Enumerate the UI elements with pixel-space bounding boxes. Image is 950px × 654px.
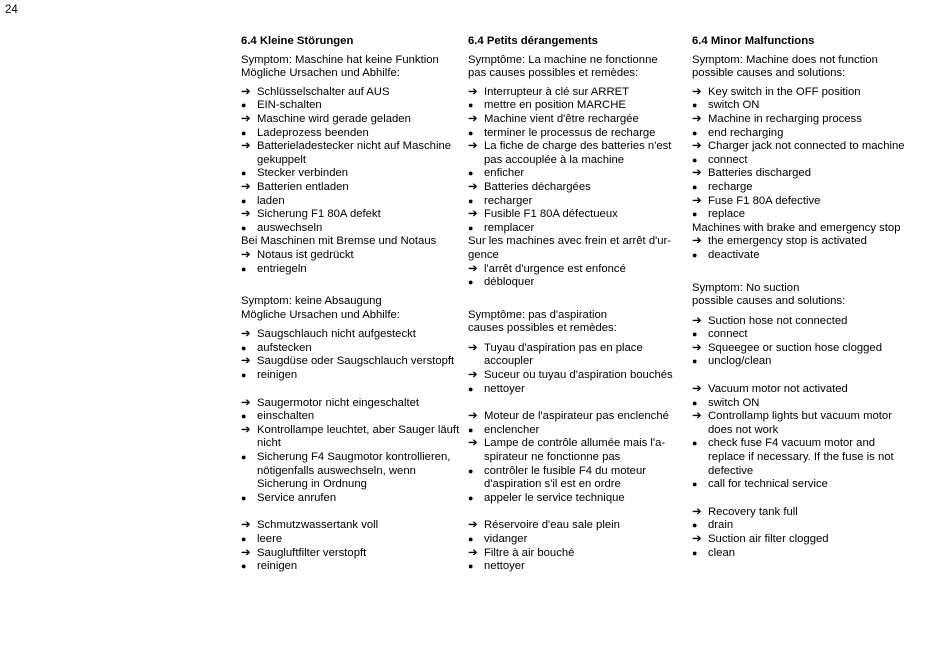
item-text: Sicherung F4 Saugmotor kontrollieren, nötigenfalls auswechseln, wenn Sicherung in Ordnung <box>257 451 451 491</box>
remedy-item <box>692 519 912 533</box>
item-text: connect <box>708 153 748 166</box>
arrow-icon: ➔ <box>241 208 251 221</box>
remedy-item <box>241 222 461 236</box>
item-text: Suction hose not connected <box>708 314 848 327</box>
arrow-icon: ➔ <box>468 519 478 532</box>
cause-item <box>692 195 912 209</box>
cause-item <box>692 167 912 181</box>
arrow-icon: ➔ <box>241 423 251 436</box>
cause-item <box>241 140 461 167</box>
symptom-line: Symptôme: La machine ne fonctionne <box>468 53 658 66</box>
bullet-icon: ● <box>241 195 247 206</box>
symptom-line: Symptôme: pas d'aspiration <box>468 308 608 321</box>
arrow-icon: ➔ <box>241 140 251 153</box>
item-text: Suceur ou tuyau d'aspiration bouchés <box>484 369 673 382</box>
item-text: Batteries discharged <box>708 167 811 180</box>
cause-item <box>468 181 686 195</box>
arrow-icon: ➔ <box>692 314 702 327</box>
bullet-icon: ● <box>468 424 474 435</box>
bullet-icon: ● <box>692 547 698 558</box>
bullet-icon: ● <box>468 222 474 233</box>
column-english <box>692 35 912 560</box>
cause-item <box>692 410 912 437</box>
item-text: leere <box>257 533 283 545</box>
item-text: reinigen <box>257 560 298 573</box>
item-text: Suction air filter clogged <box>708 533 829 545</box>
item-text: clean <box>708 546 736 559</box>
item-text: replace <box>708 208 746 221</box>
arrow-icon: ➔ <box>468 369 478 382</box>
symptom-line: Mögliche Ursachen und Abhilfe: <box>241 67 400 80</box>
item-text: Schlüsselschalter auf AUS <box>257 85 390 98</box>
bullet-icon: ● <box>692 100 698 111</box>
remedy-item <box>468 383 686 397</box>
cause-item <box>241 547 461 561</box>
cause-item <box>468 342 686 369</box>
arrow-icon: ➔ <box>241 248 251 261</box>
arrow-icon: ➔ <box>241 328 251 341</box>
cause-item <box>468 547 686 561</box>
item-text: laden <box>257 194 285 207</box>
item-text: Batteries déchargées <box>484 180 591 193</box>
item-text: reinigen <box>257 369 298 382</box>
bullet-icon: ● <box>692 520 698 531</box>
note-line <box>692 222 912 236</box>
remedy-item <box>241 560 461 574</box>
item-text: nettoyer <box>484 382 525 395</box>
item-text: switch ON <box>708 396 760 409</box>
bullet-icon: ● <box>241 411 247 422</box>
section-heading: 6.4 Kleine Störungen <box>241 35 354 47</box>
item-text: deactivate <box>708 248 760 261</box>
item-text: Batterieladestecker nicht auf Maschine gekuppelt <box>257 140 452 166</box>
item-text: Tuyau d'aspiration pas en place accoupler <box>484 341 643 368</box>
cause-item <box>692 383 912 397</box>
cause-item <box>468 410 686 424</box>
item-text: vidanger <box>484 533 528 545</box>
arrow-icon: ➔ <box>468 112 478 125</box>
bullet-icon: ● <box>468 383 474 394</box>
arrow-icon: ➔ <box>241 112 251 125</box>
arrow-icon: ➔ <box>241 180 251 193</box>
symptom-line: Symptom: keine Absaugung <box>241 295 382 308</box>
item-text: aufstecken <box>257 341 312 354</box>
arrow-icon: ➔ <box>241 519 251 532</box>
remedy-item <box>692 127 912 141</box>
remedy-item <box>692 249 912 263</box>
cause-item <box>468 113 686 127</box>
item-text: connect <box>708 328 748 341</box>
cause-item <box>692 235 912 249</box>
item-text: Fusible F1 80A défectueux <box>484 208 618 221</box>
item-text: Recovery tank full <box>708 505 798 518</box>
cause-item <box>468 369 686 383</box>
item-text: Batterien entladen <box>257 180 349 193</box>
item-text: Service anrufen <box>257 491 337 504</box>
item-text: Ladeprozess beenden <box>257 126 369 139</box>
item-text: l'arrêt d'urgence est enfoncé <box>484 262 626 275</box>
item-text: débloquer <box>484 276 535 289</box>
remedy-item <box>692 547 912 561</box>
cause-item <box>468 86 686 100</box>
remedy-item <box>692 397 912 411</box>
item-text: Saugermotor nicht eingeschaltet <box>257 396 420 409</box>
item-text: Fuse F1 80A defective <box>708 194 821 207</box>
item-text: Saugschlauch nicht aufgesteckt <box>257 328 416 341</box>
arrow-icon: ➔ <box>468 140 478 153</box>
remedy-item <box>468 167 686 181</box>
cause-item <box>468 208 686 222</box>
bullet-icon: ● <box>468 492 474 503</box>
arrow-icon: ➔ <box>468 437 478 450</box>
item-text: Lampe de contrôle allumée mais l'a-spirateur ne fonctionne pas <box>484 437 666 464</box>
item-text: Notaus ist gedrückt <box>257 248 354 261</box>
item-text: drain <box>708 519 734 532</box>
item-text: Charger jack not connected to machine <box>708 140 905 153</box>
remedy-item <box>241 99 461 113</box>
note-line <box>468 235 686 262</box>
item-text: call for technical service <box>708 478 828 491</box>
cause-item <box>692 113 912 127</box>
bullet-icon: ● <box>692 154 698 165</box>
item-text: check fuse F4 vacuum motor and replace if necessary. If the fuse is not defective <box>708 437 894 477</box>
arrow-icon: ➔ <box>241 546 251 559</box>
remedy-item <box>241 127 461 141</box>
bullet-icon: ● <box>692 438 698 449</box>
arrow-icon: ➔ <box>468 341 478 354</box>
remedy-item <box>692 355 912 369</box>
item-text: Sicherung F1 80A defekt <box>257 208 381 221</box>
arrow-icon: ➔ <box>692 533 702 545</box>
bullet-icon: ● <box>692 209 698 220</box>
bullet-icon: ● <box>241 492 247 503</box>
item-text: appeler le service technique <box>484 491 625 504</box>
bullet-icon: ● <box>241 370 247 381</box>
bullet-icon: ● <box>692 397 698 408</box>
item-text: Filtre à air bouché <box>484 546 575 559</box>
bullet-icon: ● <box>468 561 474 572</box>
symptom-line: possible causes and solutions: <box>692 295 846 308</box>
remedy-item <box>692 154 912 168</box>
bullet-icon: ● <box>468 100 474 111</box>
item-text: recharger <box>484 194 533 207</box>
symptom-line: Symptom: No suction <box>692 281 800 294</box>
item-text: the emergency stop is activated <box>708 235 867 248</box>
bullet-icon: ● <box>241 561 247 572</box>
cause-item <box>692 86 912 100</box>
item-text: Key switch in the OFF position <box>708 85 861 98</box>
cause-item <box>692 140 912 154</box>
item-text: unclog/clean <box>708 355 772 368</box>
item-text: Maschine wird gerade geladen <box>257 112 411 125</box>
cause-item <box>468 437 686 464</box>
remedy-item <box>468 127 686 141</box>
note-line <box>241 235 461 249</box>
arrow-icon: ➔ <box>241 355 251 368</box>
remedy-item <box>692 181 912 195</box>
arrow-icon: ➔ <box>692 410 702 423</box>
cause-item <box>241 397 461 411</box>
item-text: Schmutzwassertank voll <box>257 519 379 532</box>
bullet-icon: ● <box>468 465 474 476</box>
item-text: remplacer <box>484 221 535 234</box>
cause-item <box>241 249 461 263</box>
symptom-line: pas causes possibles et remèdes: <box>468 67 639 80</box>
bullet-icon: ● <box>241 263 247 274</box>
cause-item <box>692 506 912 520</box>
arrow-icon: ➔ <box>692 505 702 518</box>
cause-item <box>468 263 686 277</box>
remedy-item <box>468 465 686 492</box>
remedy-item <box>241 533 461 547</box>
remedy-item <box>692 478 912 492</box>
item-text: terminer le processus de recharge <box>484 126 656 139</box>
bullet-icon: ● <box>468 277 474 288</box>
bullet-icon: ● <box>241 452 247 463</box>
cause-item <box>692 533 912 547</box>
arrow-icon: ➔ <box>692 383 702 396</box>
item-text: Vacuum motor not activated <box>708 383 848 396</box>
bullet-icon: ● <box>692 249 698 260</box>
remedy-item <box>468 99 686 113</box>
section-heading: 6.4 Minor Malfunctions <box>692 35 815 47</box>
remedy-item <box>468 560 686 574</box>
arrow-icon: ➔ <box>241 85 251 98</box>
remedy-item <box>692 328 912 342</box>
remedy-item <box>241 342 461 356</box>
cause-item <box>241 86 461 100</box>
symptom-line: Symptom: Machine does not function <box>692 53 878 66</box>
remedy-item <box>468 492 686 506</box>
item-text: Saugdüse oder Saugschlauch verstopft <box>257 355 455 368</box>
cause-item <box>241 519 461 533</box>
bullet-icon: ● <box>692 329 698 340</box>
cause-item <box>241 355 461 369</box>
item-text: Kontrollampe leuchtet, aber Sauger läuft nicht <box>257 423 460 450</box>
item-text: Machine in recharging process <box>708 112 862 125</box>
item-text: Controllamp lights but vacuum motor does not work <box>708 410 892 436</box>
item-text: La fiche de charge des batteries n'est pas accouplée à la machine <box>484 140 672 166</box>
cause-item <box>241 181 461 195</box>
item-text: Machines with brake and emergency stop <box>692 221 901 234</box>
item-text: EIN-schalten <box>257 99 322 112</box>
cause-item <box>241 328 461 342</box>
bullet-icon: ● <box>241 127 247 138</box>
cause-item <box>692 342 912 356</box>
bullet-icon: ● <box>692 356 698 367</box>
column-german <box>241 35 461 574</box>
cause-item <box>468 519 686 533</box>
bullet-icon: ● <box>241 100 247 111</box>
bullet-icon: ● <box>692 479 698 490</box>
bullet-icon: ● <box>468 168 474 179</box>
remedy-item <box>692 99 912 113</box>
remedy-item <box>241 167 461 181</box>
symptom-line: possible causes and solutions: <box>692 67 846 80</box>
item-text: recharge <box>708 180 753 193</box>
symptom-line: Mögliche Ursachen und Abhilfe: <box>241 308 400 321</box>
symptom-line: Symptom: Maschine hat keine Funktion <box>241 53 439 66</box>
symptom-line: causes possibles et remèdes: <box>468 322 617 335</box>
remedy-item <box>241 263 461 277</box>
arrow-icon: ➔ <box>468 546 478 559</box>
item-text: enclencher <box>484 423 540 436</box>
remedy-item <box>692 208 912 222</box>
item-text: enficher <box>484 167 525 180</box>
arrow-icon: ➔ <box>692 341 702 354</box>
arrow-icon: ➔ <box>692 235 702 248</box>
item-text: Sur les machines avec frein et arrêt d'ur-gence <box>468 235 672 261</box>
item-text: Saugluftfilter verstopft <box>257 546 367 559</box>
item-text: Squeegee or suction hose clogged <box>708 341 882 354</box>
item-text: auswechseln <box>257 221 323 234</box>
item-text: Interrupteur à clé sur ARRET <box>484 85 630 98</box>
item-text: switch ON <box>708 99 760 112</box>
remedy-item <box>241 195 461 209</box>
remedy-item <box>468 195 686 209</box>
remedy-item <box>468 533 686 547</box>
bullet-icon: ● <box>241 342 247 353</box>
bullet-icon: ● <box>692 181 698 192</box>
remedy-item <box>241 369 461 383</box>
bullet-icon: ● <box>241 222 247 233</box>
cause-item <box>692 315 912 329</box>
arrow-icon: ➔ <box>241 396 251 409</box>
bullet-icon: ● <box>241 534 247 544</box>
cause-item <box>241 113 461 127</box>
item-text: Stecker verbinden <box>257 167 349 180</box>
bullet-icon: ● <box>468 534 474 544</box>
cause-item <box>241 424 461 451</box>
remedy-item <box>468 222 686 236</box>
arrow-icon: ➔ <box>468 85 478 98</box>
cause-item <box>468 140 686 167</box>
item-text: contrôler le fusible F4 du moteur d'aspiration s'il est en ordre <box>484 464 647 491</box>
arrow-icon: ➔ <box>692 140 702 153</box>
arrow-icon: ➔ <box>468 410 478 423</box>
item-text: mettre en position MARCHE <box>484 99 626 112</box>
bullet-icon: ● <box>468 195 474 206</box>
cause-item <box>241 208 461 222</box>
remedy-item <box>241 451 461 492</box>
remedy-item <box>468 424 686 438</box>
arrow-icon: ➔ <box>692 167 702 180</box>
column-french <box>468 35 686 574</box>
item-text: Réservoire d'eau sale plein <box>484 519 620 532</box>
arrow-icon: ➔ <box>468 180 478 193</box>
item-text: Moteur de l'aspirateur pas enclenché <box>484 410 669 423</box>
arrow-icon: ➔ <box>692 112 702 125</box>
remedy-item <box>692 437 912 478</box>
bullet-icon: ● <box>468 127 474 138</box>
bullet-icon: ● <box>692 127 698 138</box>
remedy-item <box>241 492 461 506</box>
item-text: einschalten <box>257 410 315 423</box>
remedy-item <box>241 410 461 424</box>
item-text: Bei Maschinen mit Bremse und Notaus <box>241 235 437 248</box>
item-text: end recharging <box>708 126 784 139</box>
arrow-icon: ➔ <box>692 194 702 207</box>
page-number: 24 <box>5 4 18 16</box>
bullet-icon: ● <box>241 168 247 179</box>
arrow-icon: ➔ <box>692 85 702 98</box>
arrow-icon: ➔ <box>468 208 478 221</box>
arrow-icon: ➔ <box>468 262 478 275</box>
remedy-item <box>468 276 686 290</box>
item-text: nettoyer <box>484 560 525 573</box>
item-text: entriegeln <box>257 262 307 275</box>
item-text: Machine vient d'être rechargée <box>484 112 639 125</box>
section-heading: 6.4 Petits dérangements <box>468 35 598 47</box>
